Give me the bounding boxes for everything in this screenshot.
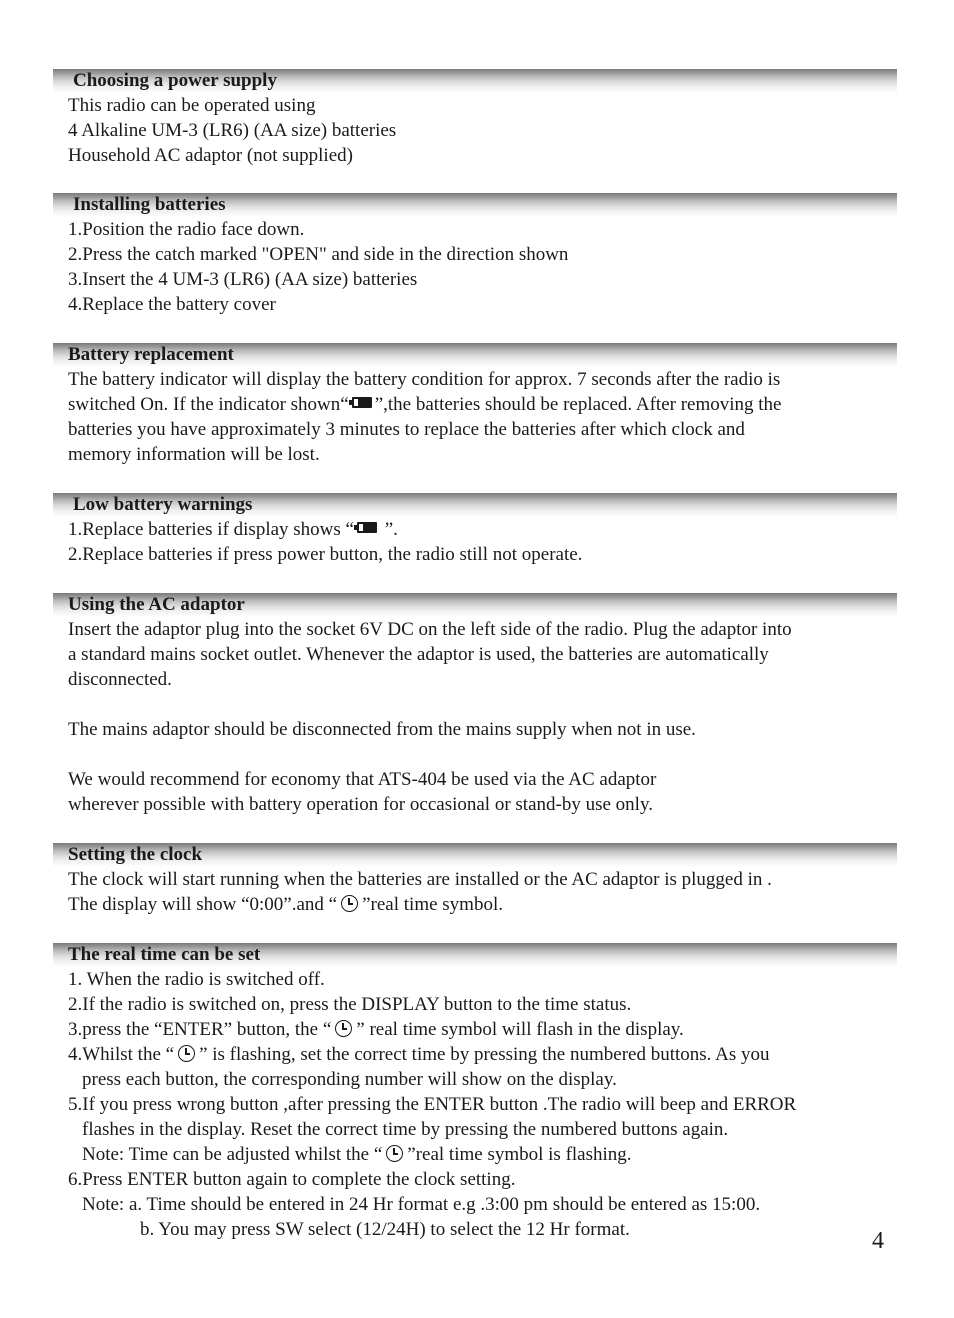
section-header-bar: [53, 69, 897, 93]
text-line: [53, 1142, 897, 1167]
text-fragment: ” real time symbol will flash in the display.: [356, 1019, 684, 1040]
text-line: Insert the adaptor plug into the socket 6V DC on the left side of the radio. Plug the adaptor into: [68, 619, 792, 640]
section-header-bar: [53, 593, 897, 617]
text-line: 5.If you press wrong button ,after pressing the ENTER button .The radio will beep and ERROR: [68, 1094, 797, 1115]
section-ac-adaptor: [53, 593, 897, 817]
low-battery-icon: [352, 397, 372, 408]
section-title: Low battery warnings: [73, 494, 253, 515]
text-fragment: ”real time symbol.: [362, 894, 503, 915]
text-fragment: 1.Replace batteries if display shows “: [68, 519, 354, 540]
text-line: wherever possible with battery operation for occasional or stand-by use only.: [68, 794, 653, 815]
text-line: [53, 1017, 897, 1042]
text-line: 2.If the radio is switched on, press the DISPLAY button to the time status.: [68, 994, 632, 1015]
section-title: Battery replacement: [68, 344, 234, 365]
text-line: 6.Press ENTER button again to complete the clock setting.: [68, 1169, 516, 1190]
text-line: The mains adaptor should be disconnected from the mains supply when not in use.: [68, 719, 696, 740]
text-line: disconnected.: [68, 669, 172, 690]
text-line: a standard mains socket outlet. Whenever the adaptor is used, the batteries are automatically: [68, 644, 769, 665]
section-battery-replacement: [53, 343, 897, 467]
text-line: 3.Insert the 4 UM-3 (LR6) (AA size) batteries: [68, 269, 418, 290]
text-fragment: ” is flashing, set the correct time by pressing the numbered buttons. As you: [199, 1044, 770, 1065]
section-header-bar: [53, 343, 897, 367]
clock-icon: [178, 1045, 195, 1062]
section-title: The real time can be set: [68, 944, 261, 965]
section-power-supply: [53, 69, 897, 168]
text-line: memory information will be lost.: [68, 444, 320, 465]
text-line: [53, 517, 897, 542]
text-line: 1.Position the radio face down.: [68, 219, 305, 240]
text-line: Note: a. Time should be entered in 24 Hr format e.g .3:00 pm should be entered as 15:00.: [82, 1194, 761, 1215]
low-battery-icon: [357, 522, 377, 533]
clock-icon: [341, 895, 358, 912]
text-fragment: Note: Time can be adjusted whilst the “: [82, 1144, 383, 1165]
text-fragment: switched On. If the indicator shown“: [68, 394, 349, 415]
text-fragment: ”,the batteries should be replaced. After removing the: [374, 394, 782, 415]
section-header-bar: [53, 193, 897, 217]
section-setting-clock: [53, 843, 897, 917]
section-title: Installing batteries: [73, 194, 226, 215]
section-header-bar: [53, 843, 897, 867]
text-line: The battery indicator will display the battery condition for approx. 7 seconds after the radio is: [68, 369, 781, 390]
text-fragment: ”.: [379, 519, 398, 540]
text-fragment: The display will show “0:00”.and “: [68, 894, 338, 915]
section-low-battery-warnings: [53, 493, 897, 567]
text-line: This radio can be operated using: [68, 95, 316, 116]
section-title: Choosing a power supply: [73, 70, 277, 91]
text-fragment: 4.Whilst the “: [68, 1044, 175, 1065]
clock-icon: [335, 1020, 352, 1037]
text-line: [53, 392, 897, 417]
section-title: Using the AC adaptor: [68, 594, 245, 615]
page-number: 4: [872, 1228, 884, 1254]
text-line: b. You may press SW select (12/24H) to select the 12 Hr format.: [140, 1219, 630, 1240]
text-line: 4 Alkaline UM-3 (LR6) (AA size) batteries: [68, 120, 397, 141]
text-line: batteries you have approximately 3 minutes to replace the batteries after which clock and: [68, 419, 745, 440]
text-line: Household AC adaptor (not supplied): [68, 145, 353, 166]
text-line: 1. When the radio is switched off.: [68, 969, 325, 990]
text-fragment: ”real time symbol is flashing.: [407, 1144, 632, 1165]
text-line: The clock will start running when the batteries are installed or the AC adaptor is plugged in .: [68, 869, 772, 890]
section-real-time: [53, 943, 897, 1242]
text-fragment: 3.press the “ENTER” button, the “: [68, 1019, 332, 1040]
section-installing-batteries: [53, 193, 897, 317]
text-line: press each button, the corresponding number will show on the display.: [82, 1069, 617, 1090]
text-line: 2.Replace batteries if press power button, the radio still not operate.: [68, 544, 583, 565]
section-title: Setting the clock: [68, 844, 203, 865]
text-line: [53, 1042, 897, 1067]
text-line: 4.Replace the battery cover: [68, 294, 276, 315]
clock-icon: [386, 1145, 403, 1162]
section-header-bar: [53, 493, 897, 517]
text-line: flashes in the display. Reset the correct time by pressing the numbered buttons again.: [82, 1119, 729, 1140]
text-line: [53, 892, 897, 917]
section-header-bar: [53, 943, 897, 967]
text-line: 2.Press the catch marked "OPEN" and side in the direction shown: [68, 244, 569, 265]
text-line: We would recommend for economy that ATS-404 be used via the AC adaptor: [68, 769, 657, 790]
